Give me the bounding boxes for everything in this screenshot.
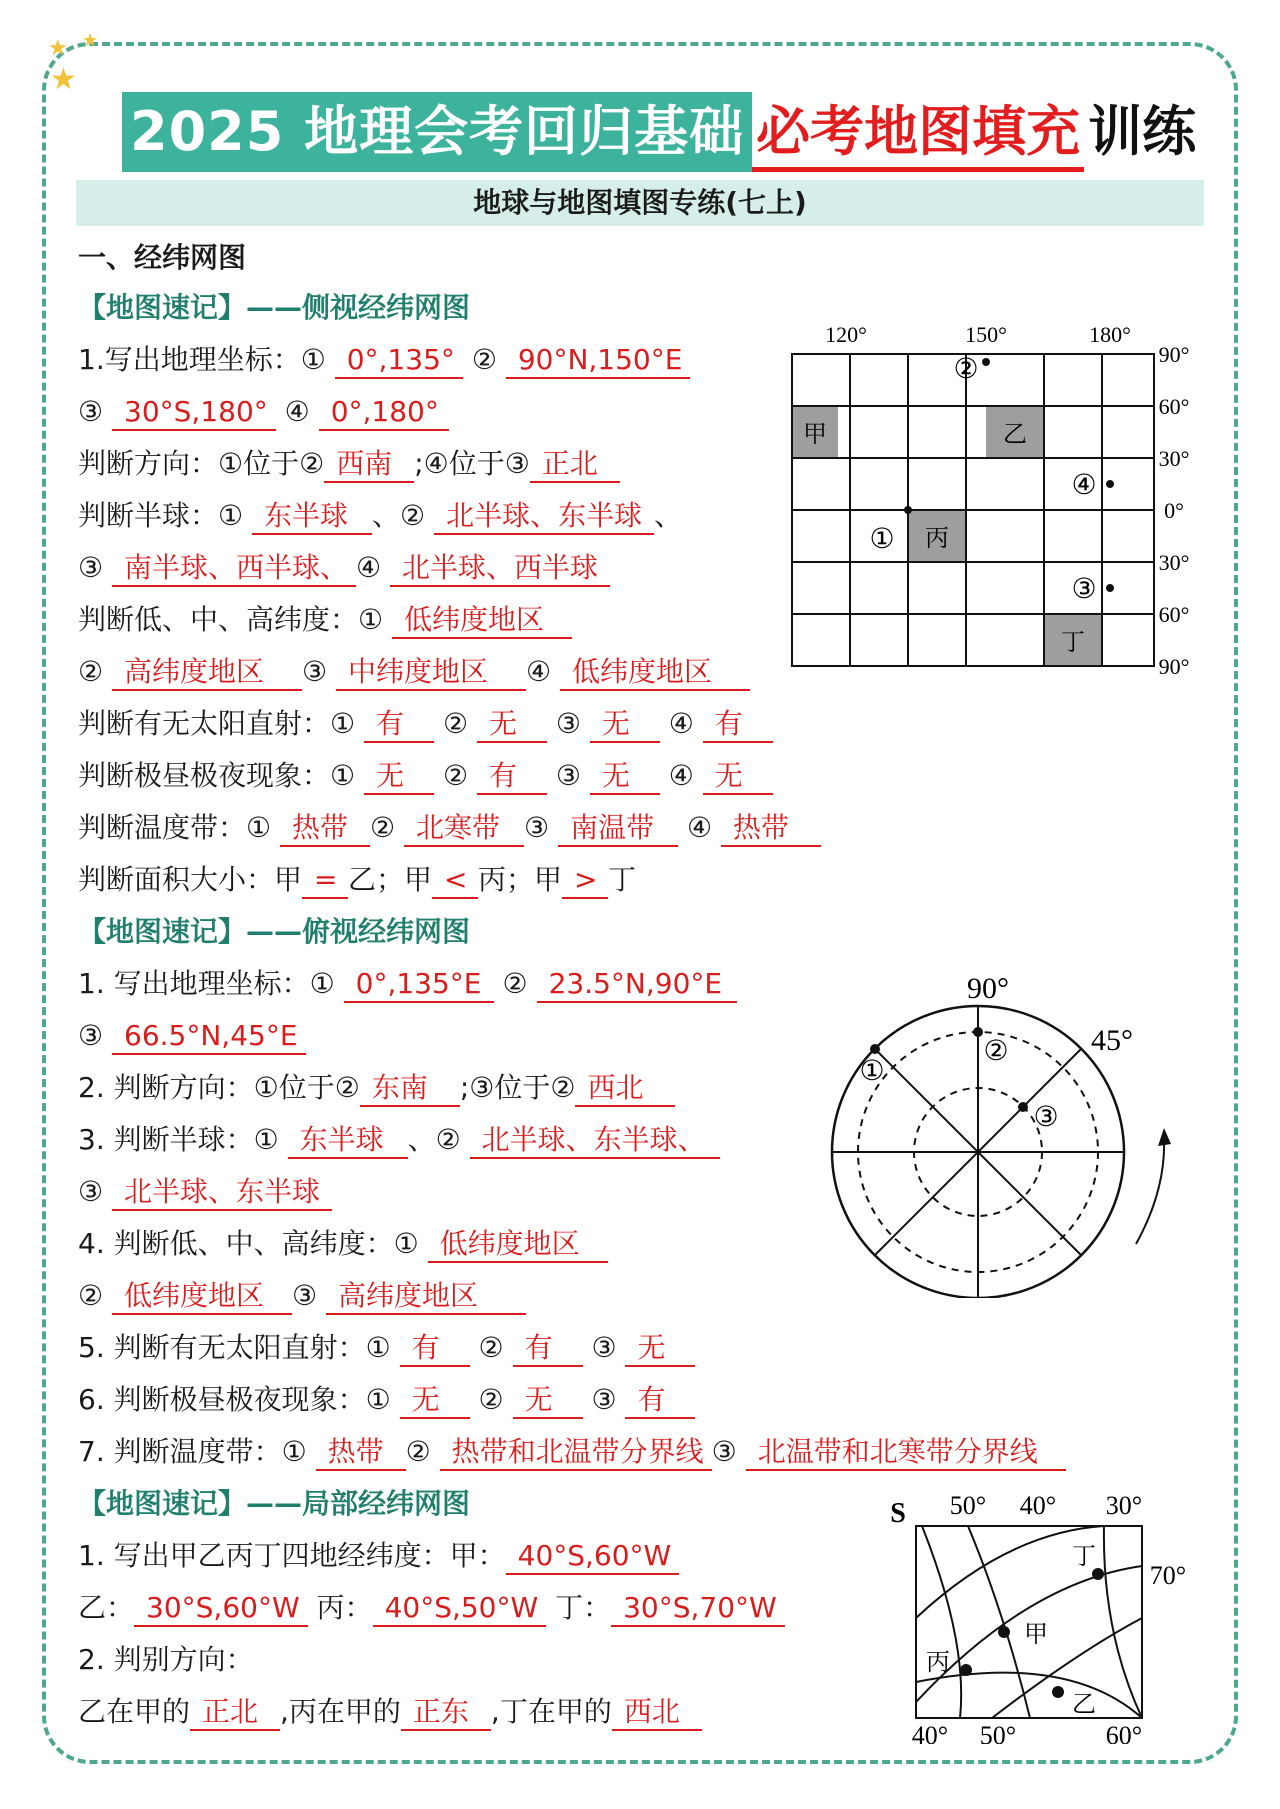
question-text: 丁 [608, 863, 637, 896]
answer: 北半球、东半球 [112, 1175, 332, 1211]
point-4-label: ④ [1071, 470, 1097, 501]
answer: 南温带 [558, 811, 678, 847]
quick-memo-heading: 【地图速记】——局部经纬网图 [78, 1487, 471, 1520]
answer: 无 [625, 1331, 695, 1367]
title-highlight: 必考地图填充 [752, 92, 1084, 172]
place-jia-label: 甲 [1024, 1622, 1048, 1648]
answer: 30°S,60°W [134, 1591, 308, 1627]
question-label: 判断面积大小：甲 [78, 863, 303, 896]
lon-label-150: 150° [965, 322, 1007, 347]
answer: 0°,180° [319, 395, 449, 431]
question-polar-day [78, 1380, 695, 1420]
answer: 40°S,60°W [506, 1539, 680, 1575]
circle-num: ② [478, 1383, 504, 1416]
question-text: 丙；甲 [478, 863, 563, 896]
question-coordinates-2 [78, 392, 449, 432]
circle-num: ② [442, 707, 469, 740]
question-label: 判断温度带： [78, 811, 247, 844]
answer: 东半球 [252, 499, 372, 535]
answer: 正北 [190, 1695, 280, 1731]
question-text: 乙在甲的 [78, 1695, 191, 1728]
separator: 、 [407, 1123, 436, 1156]
circle-num: ② [405, 1435, 431, 1468]
circle-num: ② [502, 967, 528, 1000]
answer: 北寒带 [404, 811, 524, 847]
question-text: ①位于② [218, 447, 325, 480]
star-icon: ★ [50, 62, 77, 97]
answer: 90°N,150°E [506, 343, 691, 379]
partial-grid-figure [888, 1482, 1188, 1744]
answer: < [432, 863, 478, 899]
side-view-grid-figure [788, 318, 1198, 698]
question-label: 判断半球： [78, 499, 219, 532]
question-coordinates [78, 340, 690, 380]
circle-num: ③ [591, 1383, 617, 1416]
circle-num: ③ [78, 395, 104, 428]
circle-num: ③ [292, 1279, 318, 1312]
cell-label-bing: 丙 [925, 526, 949, 552]
answer: 北半球、西半球 [390, 551, 610, 587]
point-1-label: ① [859, 1056, 885, 1087]
answer: 30°S,70°W [611, 1591, 785, 1627]
answer: 无 [513, 1383, 583, 1419]
lat-label-90s: 90° [1158, 654, 1190, 679]
arrow-head-icon [1158, 1128, 1171, 1146]
answer: 低纬度地区 [428, 1227, 608, 1263]
answer: 热带 [280, 811, 370, 847]
cell-label-ding: 丁 [1061, 630, 1085, 656]
question-text: ,丁在甲的 [490, 1695, 612, 1728]
place-jia-dot [998, 1626, 1010, 1638]
circle-num: ③ [591, 1331, 617, 1364]
question-lat-lon-2 [78, 1588, 785, 1628]
bottom-label-50: 50° [979, 1721, 1017, 1744]
place-yi-dot [1052, 1686, 1064, 1698]
question-text: ;③位于② [459, 1071, 576, 1104]
question-polar-day [78, 756, 773, 796]
point-1-dot [870, 1044, 880, 1054]
question-label: 3. 判断半球： [78, 1123, 254, 1156]
circle-num: ② [78, 655, 104, 688]
answer: 西北 [575, 1071, 675, 1107]
top-label-50: 50° [949, 1491, 987, 1520]
answer: 有 [400, 1331, 470, 1367]
circle-num: ① [281, 1435, 307, 1468]
place-bing-label: 丙 [926, 1650, 950, 1676]
quick-memo-heading: 【地图速记】——俯视经纬网图 [78, 915, 471, 948]
top-label-40: 40° [1019, 1491, 1057, 1520]
answer: 无 [400, 1383, 470, 1419]
question-direction [78, 1068, 675, 1108]
meridian-label-45: 45° [1091, 1024, 1133, 1057]
answer: > [562, 863, 608, 899]
answer: 40°S,50°W [373, 1591, 547, 1627]
answer: 0°,135° [335, 343, 463, 379]
point-3-dot [1106, 584, 1114, 592]
place-yi-label: 乙 [1072, 1692, 1096, 1718]
rotation-arrow-icon [1136, 1138, 1164, 1244]
meridian-label-90: 90° [967, 972, 1009, 1005]
circle-num: ① [246, 811, 272, 844]
answer: 北温带和北寒带分界线 [746, 1435, 1066, 1471]
separator: 、 [372, 499, 401, 532]
section-heading: 一、经纬网图 [78, 241, 247, 274]
circle-num: ④ [284, 395, 310, 428]
title-main: 2025 地理会考回归基础 [122, 92, 752, 172]
question-label: 2. 判断方向： [78, 1071, 254, 1104]
question-text: ,丙在甲的 [280, 1695, 401, 1728]
answer: 高纬度地区 [112, 655, 302, 691]
lat-label-60s: 60° [1158, 602, 1190, 627]
circle-num: ① [218, 499, 244, 532]
question-label: 7. 判断温度带： [78, 1435, 282, 1468]
question-label: 1.写出地理坐标： [78, 343, 301, 376]
point-3-label: ③ [1033, 1102, 1059, 1133]
answer: 无 [364, 759, 434, 795]
point-2-dot [982, 358, 990, 366]
point-4-dot [1106, 480, 1114, 488]
question-label: 1. 写出甲乙丙丁四地经纬度：甲： [78, 1539, 506, 1572]
circle-num: ② [478, 1331, 504, 1364]
answer: 东南 [360, 1071, 460, 1107]
circle-num: ② [370, 811, 396, 844]
answer: 无 [477, 707, 547, 743]
question-coordinates [78, 964, 737, 1004]
circle-num: ② [78, 1279, 104, 1312]
circle-num: ③ [78, 1019, 104, 1052]
circle-num: ① [358, 603, 384, 636]
answer: 23.5°N,90°E [537, 967, 737, 1003]
question-label: 4. 判断低、中、高纬度： [78, 1227, 394, 1260]
question-latitude-2 [78, 1276, 526, 1316]
top-label-30: 30° [1105, 1491, 1143, 1520]
circle-num: ③ [302, 655, 328, 688]
circle-num: ④ [356, 551, 382, 584]
question-latitude [78, 600, 572, 640]
question-temperature-zone [78, 808, 821, 848]
question-latitude [78, 1224, 608, 1264]
answer: 北半球、东半球、 [470, 1123, 720, 1159]
subtitle-band: 地球与地图填图专练(七上) [76, 180, 1204, 226]
answer: 北半球、东半球 [434, 499, 654, 535]
question-direct-sun [78, 1328, 695, 1368]
answer: 热带 [721, 811, 821, 847]
question-label: 判断低、中、高纬度： [78, 603, 359, 636]
lon-label-180: 180° [1089, 322, 1131, 347]
answer: 中纬度地区 [336, 655, 526, 691]
question-text: 乙；甲 [348, 863, 433, 896]
question-label: 判断极昼极夜现象： [78, 759, 331, 792]
circle-num: ④ [526, 655, 552, 688]
answer: 66.5°N,45°E [112, 1019, 306, 1055]
circle-num: ④ [668, 759, 694, 792]
polar-view-figure [818, 968, 1188, 1298]
answer: 有 [513, 1331, 583, 1367]
point-2-dot [973, 1027, 983, 1037]
circle-num: ① [330, 759, 356, 792]
bottom-label-40: 40° [911, 1721, 949, 1744]
answer: 无 [703, 759, 773, 795]
question-area [78, 860, 636, 900]
bottom-label-60: 60° [1105, 1721, 1143, 1744]
circle-num: ④ [668, 707, 694, 740]
question-hemisphere-2 [78, 548, 610, 588]
circle-num: ③ [78, 1175, 104, 1208]
question-latitude-2 [78, 652, 750, 692]
star-icon: ★ [48, 36, 68, 61]
question-hemisphere-2 [78, 1172, 332, 1212]
point-1-dot [904, 506, 912, 514]
cell-label-jia: 甲 [803, 422, 827, 448]
lat-label-90n: 90° [1158, 342, 1190, 367]
circle-num: ① [365, 1331, 391, 1364]
answer: 正东 [401, 1695, 491, 1731]
lon-label-120: 120° [825, 322, 867, 347]
question-text: ①位于② [253, 1071, 360, 1104]
circle-num: ② [400, 499, 426, 532]
lat-label-30s: 30° [1158, 550, 1190, 575]
question-lat-lon [78, 1536, 679, 1576]
quick-memo-heading: 【地图速记】——侧视经纬网图 [78, 291, 471, 324]
lat-label-30n: 30° [1158, 446, 1190, 471]
question-temperature-zone [78, 1432, 1066, 1472]
circle-num: ③ [711, 1435, 737, 1468]
star-icon: ★ [82, 30, 99, 51]
circle-num: ③ [524, 811, 550, 844]
right-label-70: 70° [1149, 1561, 1187, 1590]
question-label: 6. 判断极昼极夜现象： [78, 1383, 366, 1416]
point-1-label: ① [869, 524, 895, 555]
question-label: 1. 写出地理坐标： [78, 967, 310, 1000]
title-tail: 训练 [1088, 100, 1197, 163]
circle-num: ① [365, 1383, 391, 1416]
answer: 西南 [324, 447, 414, 483]
answer: 0°,135°E [344, 967, 494, 1003]
answer: 低纬度地区 [560, 655, 750, 691]
answer: 高纬度地区 [326, 1279, 526, 1315]
point-2-label: ② [983, 1036, 1009, 1067]
circle-num: ① [309, 967, 335, 1000]
cell-label-yi: 乙 [1003, 422, 1027, 448]
answer: 热带 [316, 1435, 406, 1471]
question-text: 乙： [78, 1591, 135, 1624]
answer: 无 [590, 759, 660, 795]
circle-num: ① [330, 707, 356, 740]
answer: 无 [590, 707, 660, 743]
lat-label-60n: 60° [1158, 394, 1190, 419]
lat-label-0: 0° [1164, 498, 1184, 523]
page-title [122, 92, 1200, 172]
point-3-dot [1018, 1102, 1028, 1112]
circle-num: ② [471, 343, 497, 376]
circle-num: ② [435, 1123, 461, 1156]
circle-num: ① [253, 1123, 279, 1156]
point-2-label: ② [953, 354, 979, 385]
separator: 、 [654, 499, 683, 532]
answer: 低纬度地区 [112, 1279, 292, 1315]
question-hemisphere [78, 496, 682, 536]
question-text: 丙： [316, 1591, 373, 1624]
question-hemisphere [78, 1120, 720, 1160]
answer: = [302, 863, 348, 899]
answer: 有 [477, 759, 547, 795]
answer: 东半球 [288, 1123, 408, 1159]
question-label: 判断方向： [78, 447, 219, 480]
answer: 低纬度地区 [392, 603, 572, 639]
circle-num: ④ [686, 811, 713, 844]
question-label: 5. 判断有无太阳直射： [78, 1331, 366, 1364]
place-ding-label: 丁 [1072, 1544, 1096, 1570]
answer: 西北 [612, 1695, 702, 1731]
answer: 热带和北温带分界线 [440, 1435, 712, 1471]
question-direction [78, 444, 620, 484]
question-label: 判断有无太阳直射： [78, 707, 331, 740]
circle-num: ③ [555, 707, 581, 740]
point-3-label: ③ [1071, 574, 1097, 605]
question-text: ;④位于③ [414, 447, 530, 480]
circle-num: ③ [78, 551, 104, 584]
circle-num: ② [442, 759, 469, 792]
question-coordinates-2 [78, 1016, 306, 1056]
circle-num: ① [300, 343, 326, 376]
question-direction: 2. 判别方向： [78, 1643, 254, 1676]
answer: 正北 [530, 447, 620, 483]
question-direct-sun [78, 704, 773, 744]
circle-num: ③ [555, 759, 581, 792]
answer: 有 [625, 1383, 695, 1419]
question-text: 丁： [555, 1591, 612, 1624]
south-label: S [890, 1498, 906, 1529]
answer: 有 [703, 707, 773, 743]
circle-num: ① [393, 1227, 419, 1260]
answer: 有 [364, 707, 434, 743]
answer: 南半球、西半球、 [112, 551, 356, 587]
question-direction-answers [78, 1692, 702, 1732]
answer: 30°S,180° [112, 395, 276, 431]
place-bing-dot [960, 1664, 972, 1676]
